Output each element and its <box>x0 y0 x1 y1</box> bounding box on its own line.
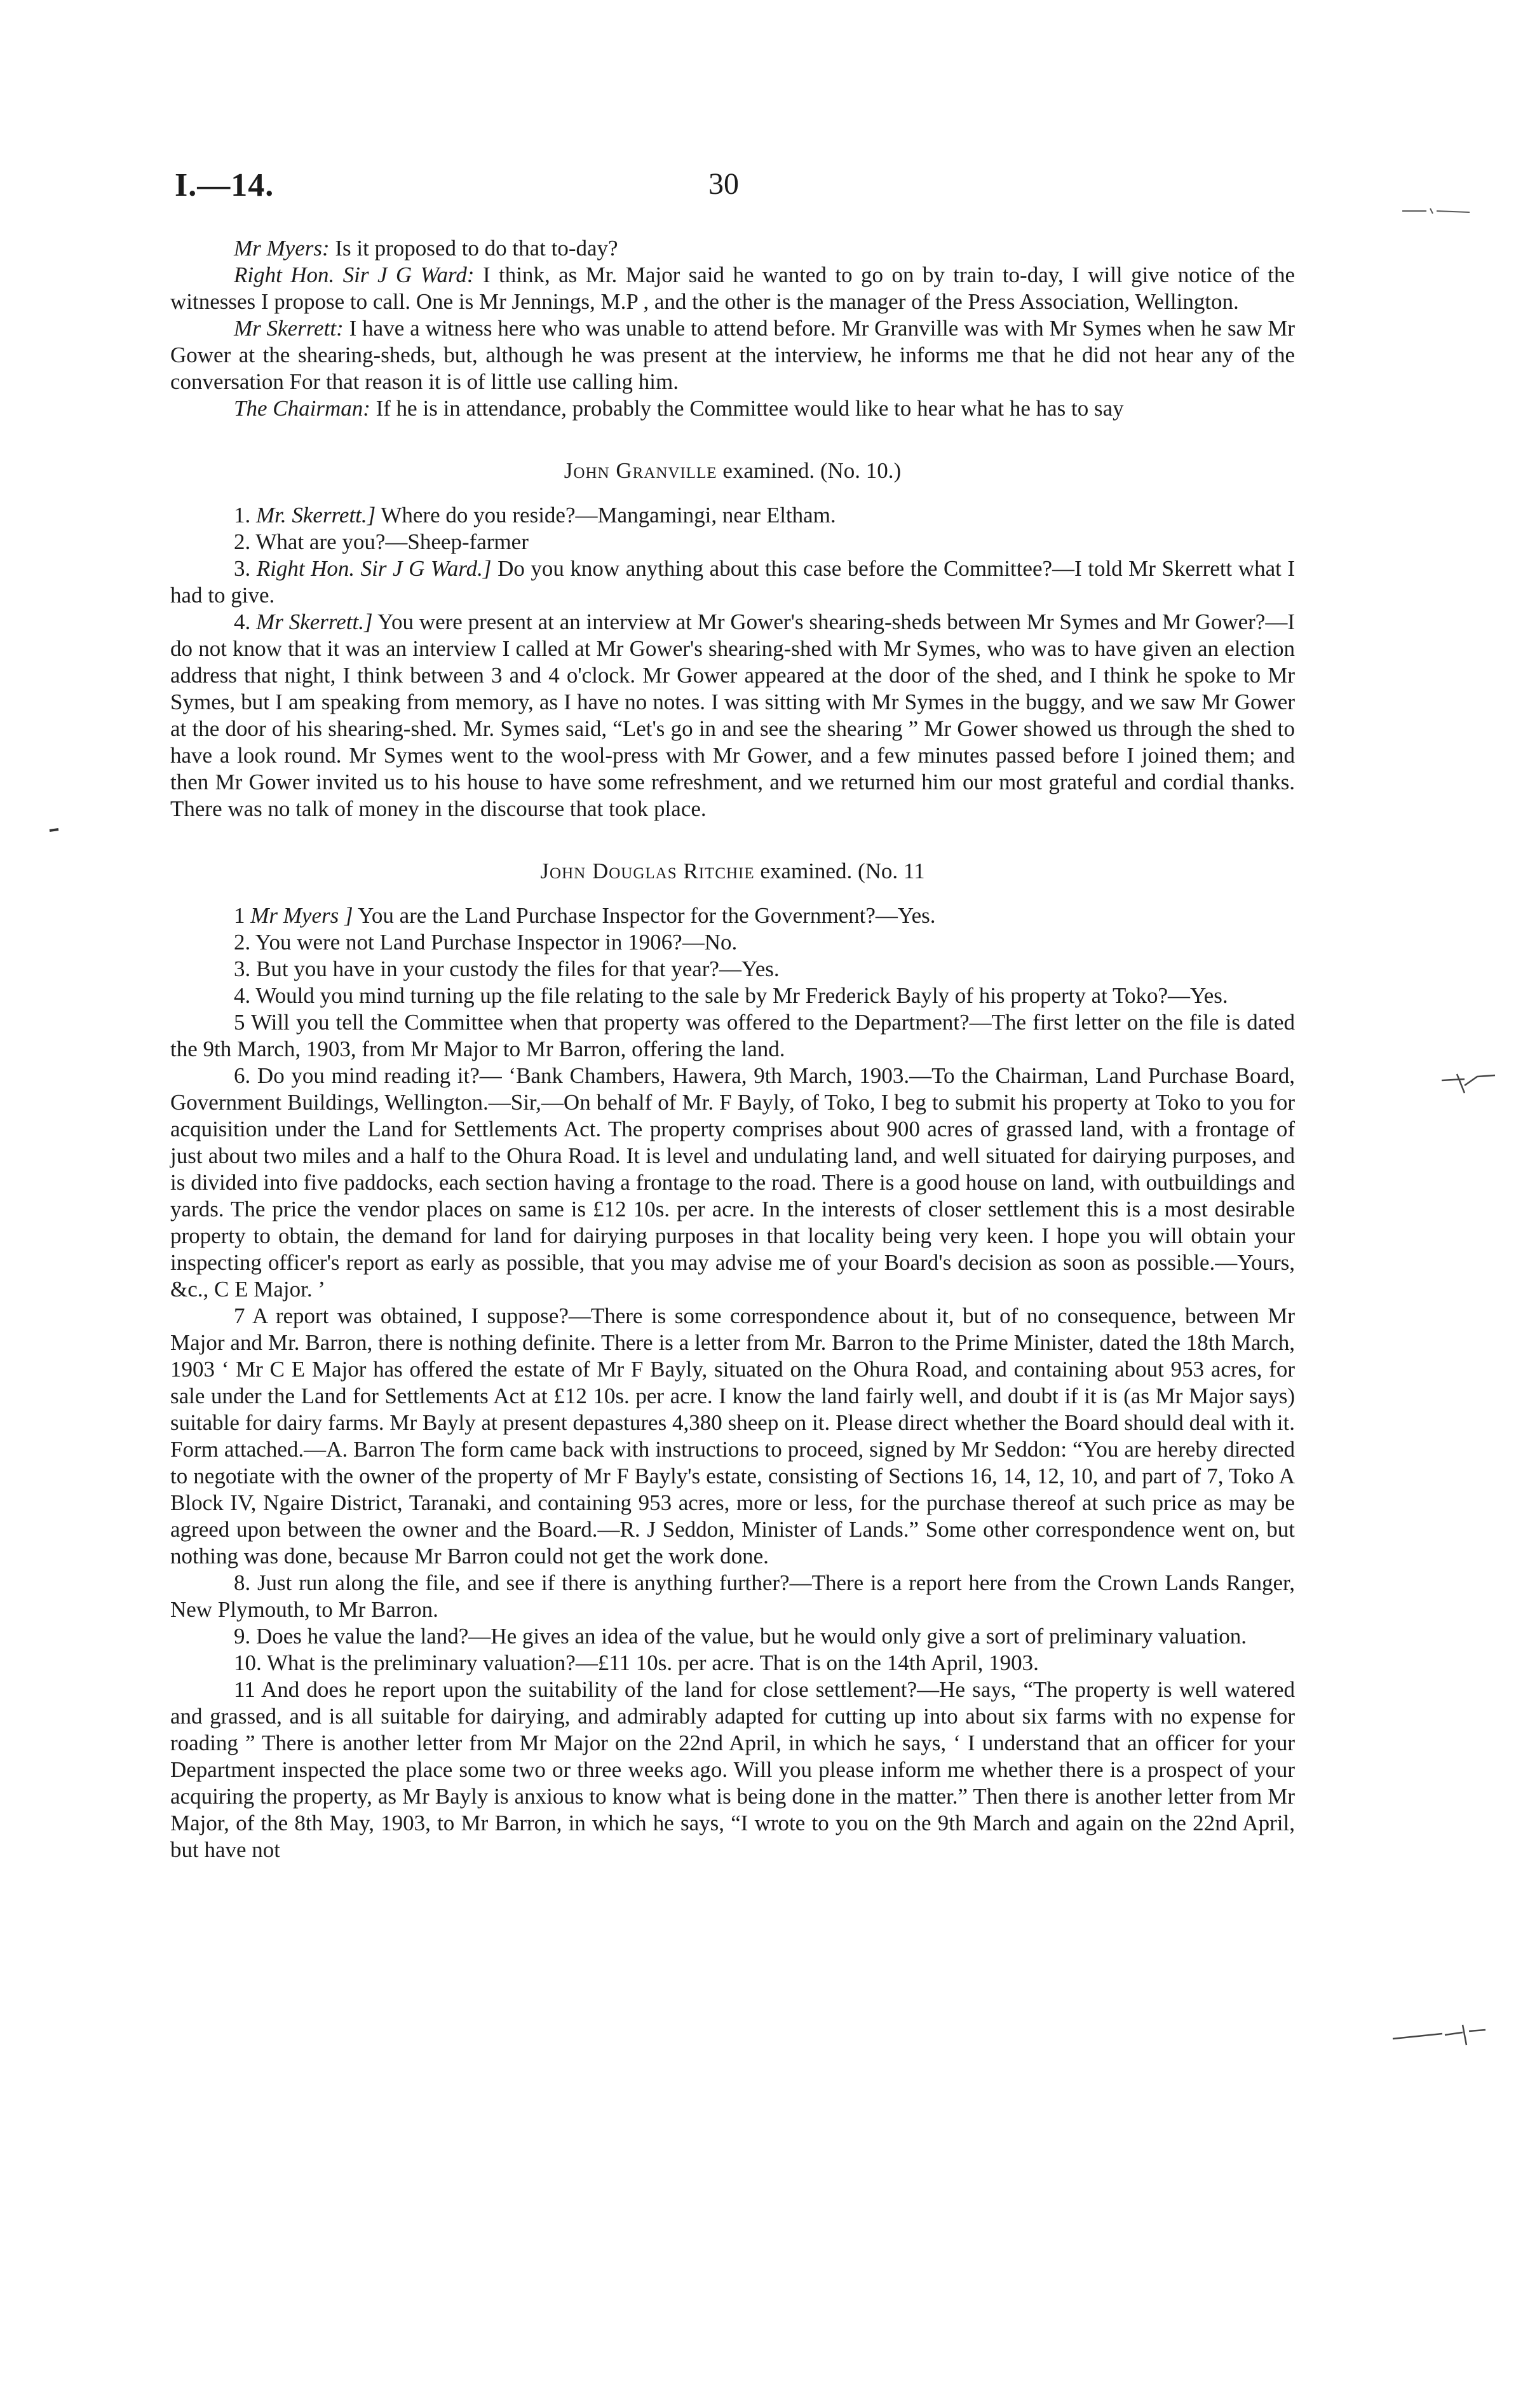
page-number: 30 <box>708 167 739 201</box>
speaker-name: Mr. Skerrett.] <box>256 503 376 527</box>
paragraph-text: You were present at an interview at Mr Gower's shearing-sheds between Mr Symes and Mr Gower?—I do not know that it was an interview I called at Mr Gower's shearing-shed with Mr Symes, who was to have given an election address that night, I think between 3 and 4 o'clock. Mr Gower appeared at the door of the shed, and I think he spoke to Mr Symes, but I am speaking from memory, as I have no notes. I was sitting with Mr Symes in the buggy, and we saw Mr Gower at the door of his shearing-shed. Mr. Symes said, “Let's go in and see the shearing ” Mr Gower showed us through the shed to have a look round. Mr Symes went to the wool-press with Mr Gower, and a few minutes passed before I joined them; and then Mr Gower invited us to his house to have some refreshment, and we returned him our most grateful and cordial thanks. There was no talk of money in the discourse that took place. <box>170 609 1295 821</box>
paragraph-text: You were not Land Purchase Inspector in 1906?—No. <box>255 930 738 955</box>
witness-heading-suffix: examined. (No. 11 <box>760 859 925 883</box>
paragraph-text: Do you mind reading it?— ‘Bank Chambers, Hawera, 9th March, 1903.—To the Chairman, Land Purchase Board, Government Buildings, Wellington.—Sir,—On behalf of Mr. F Bayly, of Toko, I beg to submit his property at Toko to you for acquisition under the Land for Settlements Act. The property comprises about 900 acres of grassed land, with a frontage of just about two miles and a half to the Ohura Road. It is level and undulating land, and well situated for dairying purposes, and is divided into five paddocks, each section having a frontage to the road. There is a good house on land, with outbuildings and yards. The price the vendor places on same is £12 10s. per acre. In the interests of closer settlement this is a most desirable property to obtain, the demand for land for dairying purposes in that locality being very keen. I hope you will obtain your inspecting officer's report as early as possible, that you may advise me of your Board's decision as soon as possible.—Yours, &c., C E Major. ’ <box>170 1063 1295 1302</box>
question-number: 3. <box>234 956 251 981</box>
paragraph-text: Would you mind turning up the file relating to the sale by Mr Frederick Bayly of his property at Toko?—Yes. <box>255 983 1228 1008</box>
opening-paragraph <box>170 235 1295 262</box>
question-number: 7 <box>234 1303 245 1328</box>
testimony-paragraph <box>170 956 1295 983</box>
speaker-name: Mr Skerrett: <box>234 316 344 341</box>
question-number: 4. <box>234 609 251 634</box>
paragraph-text: Where do you reside?—Mangamingi, near Eltham. <box>381 503 836 527</box>
paragraph-text: Do you know anything about this case before the Committee?—I told Mr Skerrett what I had to give. <box>170 556 1296 608</box>
witness-name: John Granville <box>564 458 717 483</box>
paragraph-text: Just run along the file, and see if there is anything further?—There is a report here from the Crown Lands Ranger, New Plymouth, to Mr Barron. <box>170 1570 1296 1622</box>
testimony-paragraph <box>170 902 1295 929</box>
question-number: 9. <box>234 1624 251 1649</box>
paragraph-text: You are the Land Purchase Inspector for the Government?—Yes. <box>358 903 936 928</box>
speaker-name: The Chairman: <box>234 396 370 421</box>
paragraph-text: But you have in your custody the files for that year?—Yes. <box>256 956 780 981</box>
margin-dot-mark <box>48 825 60 835</box>
margin-pen-mark <box>1401 202 1471 219</box>
question-number: 8. <box>234 1570 251 1595</box>
question-number: 11 <box>234 1677 255 1702</box>
paragraph-text: Is it proposed to do that to-day? <box>335 236 618 261</box>
testimony-paragraph <box>170 1009 1295 1063</box>
witness-heading-ritchie <box>170 858 1295 885</box>
testimony-paragraph <box>170 529 1295 555</box>
opening-paragraph <box>170 262 1295 315</box>
parliamentary-reference: I.—14. <box>175 167 274 203</box>
speaker-name: Mr Myers: <box>234 236 330 261</box>
paragraph-text: Does he value the land?—He gives an idea of the value, but he would only give a sort of preliminary valuation. <box>256 1624 1247 1649</box>
testimony-paragraph <box>170 1063 1295 1303</box>
testimony-paragraph <box>170 1303 1295 1570</box>
testimony-paragraph <box>170 609 1295 822</box>
margin-tick-mark-lower <box>1391 2020 1487 2048</box>
question-number: 2. <box>234 529 251 554</box>
witness-heading-granville <box>170 458 1295 484</box>
paragraph-text: What is the preliminary valuation?—£11 10s. per acre. That is on the 14th April, 1903. <box>266 1650 1039 1675</box>
testimony-paragraph <box>170 983 1295 1009</box>
question-number: 5 <box>234 1010 245 1035</box>
document-body <box>170 235 1295 1863</box>
witness-heading-suffix: examined. (No. 10.) <box>722 458 902 483</box>
paragraph-text: And does he report upon the suitability of the land for close settlement?—He says, “The property is well watered and grassed, and is all suitable for dairying, and admirably adapted for cutting up into about six farms with no expense for roading ” There is another letter from Mr Major on the 22nd April, in which he says, ‘ I understand that an officer for your Department inspected the place some two or three weeks ago. Will you please inform me whether there is a prospect of your acquiring the property, as Mr Bayly is anxious to know what is being done in the matter.” Then there is another letter from Mr Major, of the 8th May, 1903, to Mr Barron, in which he says, “I wrote to you on the 9th March and again on the 22nd April, but have not <box>170 1677 1295 1862</box>
question-number: 3. <box>234 556 251 581</box>
testimony-paragraph <box>170 555 1295 609</box>
question-number: 6. <box>234 1063 251 1088</box>
witness-name: John Douglas Ritchie <box>540 859 755 883</box>
testimony-paragraph <box>170 502 1295 529</box>
paragraph-text: I think, as Mr. Major said he wanted to go on by train to-day, I will give notice of the witnesses I propose to call. One is Mr Jennings, M.P , and the other is the manager of the Press Association, Wellington. <box>170 262 1296 314</box>
paragraph-text: What are you?—Sheep-farmer <box>255 529 529 554</box>
question-number: 1 <box>234 903 245 928</box>
testimony-paragraph <box>170 1650 1295 1677</box>
question-number: 4. <box>234 983 251 1008</box>
testimony-paragraph <box>170 929 1295 956</box>
speaker-name: Right Hon. Sir J G Ward: <box>234 262 475 287</box>
speaker-name: Mr Myers ] <box>250 903 353 928</box>
speaker-name: Right Hon. Sir J G Ward.] <box>256 556 492 581</box>
testimony-paragraph <box>170 1677 1295 1863</box>
question-number: 1. <box>234 503 251 527</box>
testimony-paragraph <box>170 1623 1295 1650</box>
question-number: 10. <box>234 1650 262 1675</box>
paragraph-text: Will you tell the Committee when that property was offered to the Department?—The first letter on the file is dated the 9th March, 1903, from Mr Major to Mr Barron, offering the land. <box>170 1010 1295 1061</box>
speaker-name: Mr Skerrett.] <box>256 609 373 634</box>
paragraph-text: A report was obtained, I suppose?—There is some correspondence about it, but of no consequence, between Mr Major and Mr. Barron, there is nothing definite. There is a letter from Mr. Barron to the Prime Minister, dated the 18th March, 1903 ‘ Mr C E Major has offered the estate of Mr F Bayly, situated on the Ohura Road, and containing about 953 acres, for sale under the Land for Settlements Act at £12 10s. per acre. I know the land fairly well, and doubt if it is (as Mr Major says) suitable for dairy farms. Mr Bayly at present depastures 4,380 sheep on it. Please direct whether the Board should deal with it. Form attached.—A. Barron The form came back with instructions to proceed, signed by Mr Seddon: “You are hereby directed to negotiate with the owner of the property of Mr F Bayly's estate, consisting of Sections 16, 14, 12, 10, and part of 7, Toko A Block IV, Ngaire District, Taranaki, and containing 953 acres, more or less, for the purchase thereof at such price as may be agreed upon between the owner and the Board.—R. J Seddon, Minister of Lands.” Some other correspondence went on, but nothing was done, because Mr Barron could not get the work done. <box>170 1303 1295 1568</box>
margin-tick-mark <box>1439 1068 1496 1099</box>
paragraph-text: If he is in attendance, probably the Committee would like to hear what he has to say <box>376 396 1124 421</box>
opening-paragraph <box>170 395 1295 422</box>
question-number: 2. <box>234 930 251 955</box>
paragraph-text: I have a witness here who was unable to attend before. Mr Granville was with Mr Symes when he saw Mr Gower at the shearing-sheds, but, although he was present at the interview, he informs me that he did not hear any of the conversation For that reason it is of little use calling him. <box>170 316 1296 394</box>
testimony-paragraph <box>170 1570 1295 1623</box>
opening-paragraph <box>170 315 1295 395</box>
